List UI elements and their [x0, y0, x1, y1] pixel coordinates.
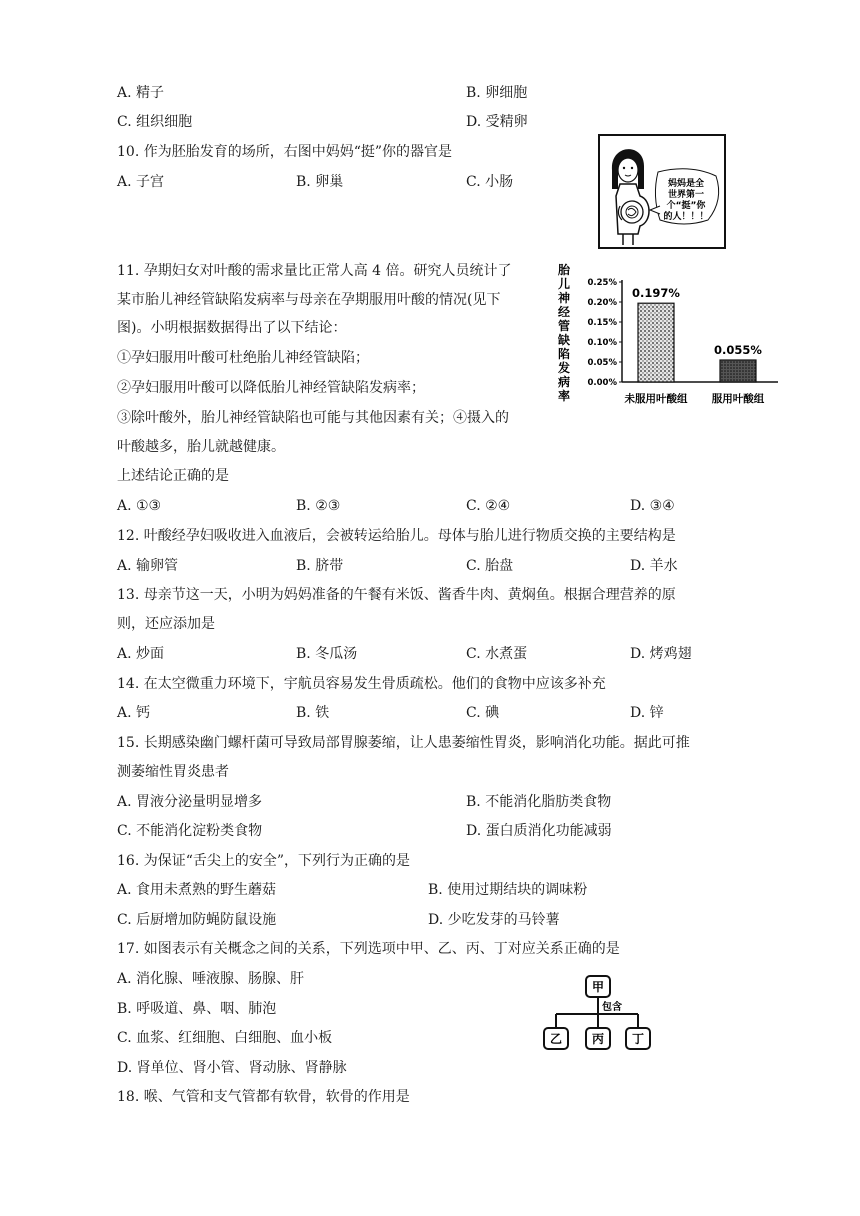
q17-option-d: D. 肾单位、肾小管、肾动脉、肾静脉 — [117, 1060, 347, 1076]
chart-data-label: 0.055% — [714, 343, 762, 357]
cartoon-caption-line-2: 世界第一 — [667, 190, 705, 200]
chart-y-tick-label: 0.25% — [587, 278, 617, 288]
q15-option-c: C. 不能消化淀粉类食物 — [117, 823, 263, 839]
chart-y-axis-label-char: 胎 — [557, 263, 571, 277]
q11-line-3: 图)。小明根据数据得出了以下结论： — [117, 320, 347, 336]
q14-option-b: B. 铁 — [296, 705, 330, 721]
diagram-relation-label: 包含 — [602, 1002, 622, 1013]
chart-category-label: 未服用叶酸组 — [624, 393, 688, 405]
q17-option-b: B. 呼吸道、鼻、咽、肺泡 — [117, 1001, 277, 1017]
chart-y-tick-label: 0.00% — [587, 378, 617, 388]
q14-option-c: C. 碘 — [466, 705, 500, 721]
chart-data-label: 0.197% — [632, 286, 680, 301]
q12-stem: 12. 叶酸经孕妇吸收进入血液后，会被转运给胎儿。母体与胎儿进行物质交换的主要结构是 — [117, 528, 676, 544]
chart-y-axis-label-char: 经 — [557, 305, 571, 319]
chart-y-tick-label: 0.05% — [587, 358, 617, 368]
q14-option-a: A. 钙 — [117, 705, 151, 721]
chart-y-axis-label-char: 神 — [557, 291, 571, 305]
diagram-node-child-2-label: 丙 — [591, 1032, 605, 1046]
diagram-node-child-3-label: 丁 — [631, 1032, 645, 1046]
q11-line-7: 叶酸越多，胎儿就越健康。 — [117, 439, 285, 455]
chart-y-tick-label: 0.10% — [587, 338, 617, 348]
chart-y-axis-label-char: 儿 — [557, 277, 571, 291]
q13-stem-line-2: 则，还应添加是 — [117, 616, 215, 632]
chart-y-axis-label-char: 管 — [557, 319, 571, 333]
q11-option-b: B. ②③ — [296, 498, 341, 514]
q11-line-6: ③除叶酸外，胎儿神经管缺陷也可能与其他因素有关；④摄入的 — [117, 410, 509, 426]
q11-line-2: 某市胎儿神经管缺陷发病率与母亲在孕期服用叶酸的情况(见下 — [117, 292, 501, 308]
q9-option-d: D. 受精卵 — [466, 114, 528, 130]
q15-stem-line-2: 测萎缩性胃炎患者 — [117, 764, 229, 780]
chart-y-axis-label — [557, 262, 571, 403]
q13-option-b: B. 冬瓜汤 — [296, 646, 358, 662]
q18-stem: 18. 喉、气管和支气管都有软骨，软骨的作用是 — [117, 1089, 410, 1105]
q11-option-a: A. ①③ — [117, 498, 162, 514]
q15-option-d: D. 蛋白质消化功能减弱 — [466, 823, 612, 839]
q11-option-d: D. ③④ — [630, 498, 675, 514]
concept-relation-diagram — [536, 968, 662, 1056]
chart-y-tick-label: 0.15% — [587, 318, 617, 328]
chart-bar — [720, 360, 756, 382]
q11-line-1: 11. 孕期妇女对叶酸的需求量比正常人高 4 倍。研究人员统计了 — [117, 263, 512, 279]
q13-stem-line-1: 13. 母亲节这一天，小明为妈妈准备的午餐有米饭、酱香牛肉、黄焖鱼。根据合理营养的原 — [117, 587, 676, 603]
q14-option-d: D. 锌 — [630, 705, 664, 721]
cartoon-caption-line-3: 个“挺”你 — [666, 201, 706, 211]
q10-stem: 10. 作为胚胎发育的场所，右图中妈妈“挺”你的器官是 — [117, 144, 453, 160]
folic-acid-bar-chart — [556, 262, 786, 412]
chart-y-axis-label-char: 率 — [557, 389, 571, 403]
diagram-node-root-label: 甲 — [591, 980, 605, 994]
q17-stem: 17. 如图表示有关概念之间的关系，下列选项中甲、乙、丙、丁对应关系正确的是 — [117, 941, 620, 957]
chart-bar — [638, 303, 674, 382]
q17-option-c: C. 血浆、红细胞、白细胞、血小板 — [117, 1030, 333, 1046]
q10-option-b: B. 卵巢 — [296, 174, 344, 190]
q11-line-5: ②孕妇服用叶酸可以降低胎儿神经管缺陷发病率； — [117, 380, 425, 396]
diagram-node-child-1-label: 乙 — [549, 1032, 563, 1046]
chart-y-tick-label: 0.20% — [587, 298, 617, 308]
q11-line-8: 上述结论正确的是 — [117, 468, 229, 484]
q16-option-b: B. 使用过期结块的调味粉 — [428, 882, 588, 898]
q14-stem: 14. 在太空微重力环境下，宇航员容易发生骨质疏松。他们的食物中应该多补充 — [117, 676, 606, 692]
chart-y-axis-label-char: 缺 — [557, 333, 571, 347]
q16-option-d: D. 少吃发芽的马铃薯 — [428, 912, 560, 928]
cartoon-caption-line-4: 的人！！！ — [663, 212, 709, 222]
q9-option-b: B. 卵细胞 — [466, 85, 528, 101]
q10-option-a: A. 子宫 — [117, 174, 165, 190]
chart-category-label: 服用叶酸组 — [711, 393, 765, 405]
q12-option-a: A. 输卵管 — [117, 558, 179, 574]
mother-cartoon-figure — [598, 134, 726, 249]
chart-y-axis-label-char: 陷 — [557, 347, 571, 361]
cartoon-caption-line-1: 妈妈是全 — [667, 179, 705, 189]
q13-option-a: A. 炒面 — [117, 646, 165, 662]
q11-line-4: ①孕妇服用叶酸可杜绝胎儿神经管缺陷； — [117, 350, 369, 366]
q12-option-c: C. 胎盘 — [466, 558, 514, 574]
q16-stem: 16. 为保证“舌尖上的安全”，下列行为正确的是 — [117, 853, 411, 869]
q15-option-a: A. 胃液分泌量明显增多 — [117, 794, 263, 810]
q12-option-d: D. 羊水 — [630, 558, 678, 574]
chart-y-axis-label-char: 病 — [557, 375, 571, 389]
q9-option-c: C. 组织细胞 — [117, 114, 193, 130]
q15-option-b: B. 不能消化脂肪类食物 — [466, 794, 612, 810]
q17-option-a: A. 消化腺、唾液腺、肠腺、肝 — [117, 971, 305, 987]
q16-option-c: C. 后厨增加防蝇防鼠设施 — [117, 912, 277, 928]
q9-option-a: A. 精子 — [117, 85, 165, 101]
q11-option-c: C. ②④ — [466, 498, 511, 514]
chart-y-axis-label-char: 发 — [557, 361, 571, 375]
q13-option-d: D. 烤鸡翅 — [630, 646, 692, 662]
q16-option-a: A. 食用未煮熟的野生蘑菇 — [117, 882, 277, 898]
q12-option-b: B. 脐带 — [296, 558, 344, 574]
q13-option-c: C. 水煮蛋 — [466, 646, 528, 662]
q10-option-c: C. 小肠 — [466, 174, 514, 190]
q15-stem-line-1: 15. 长期感染幽门螺杆菌可导致局部胃腺萎缩，让人患萎缩性胃炎，影响消化功能。据此可推 — [117, 735, 690, 751]
